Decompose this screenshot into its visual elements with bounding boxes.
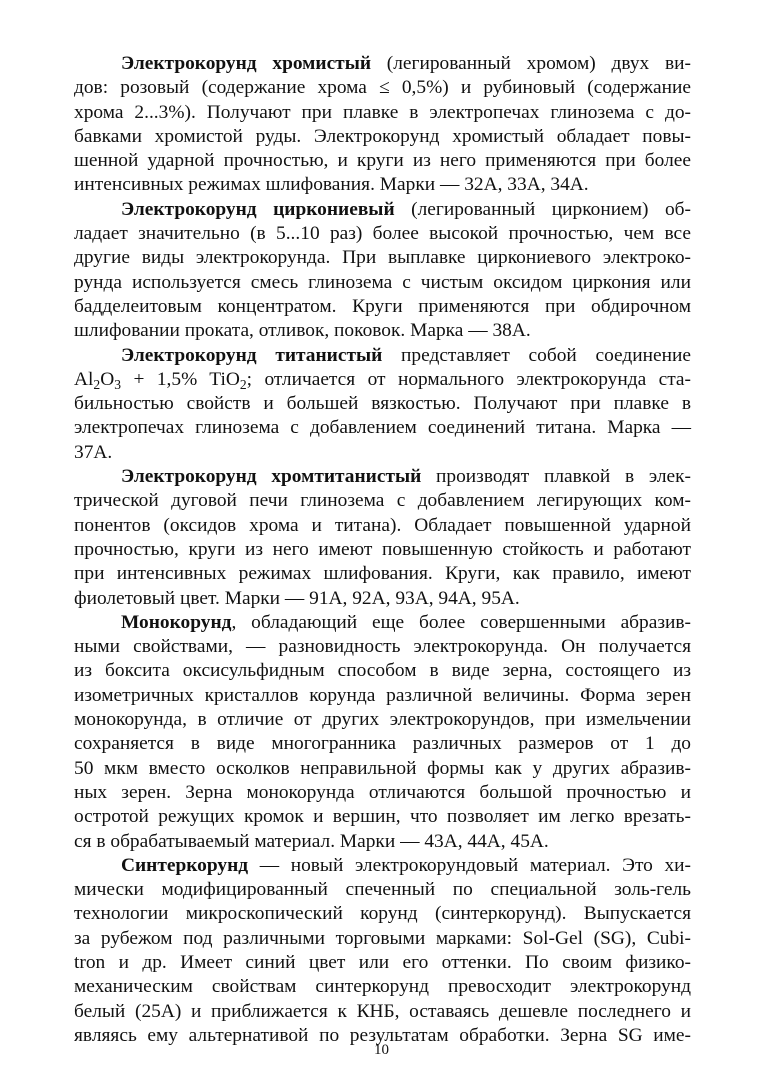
term-bold: Монокорунд <box>121 611 232 633</box>
term-bold: Электрокорунд хромтитанистый <box>121 466 422 488</box>
text-run: (легированный хромом) двух ви- <box>371 53 691 74</box>
text-run: O <box>100 368 115 390</box>
subscript: 2 <box>93 376 101 392</box>
page-number: 10 <box>374 1042 389 1058</box>
text-line <box>74 708 691 732</box>
text-run: , обладающий еще более совершенными абразив- <box>231 611 691 633</box>
text-run: интенсивных режимах шлифования. Марки — 32А, 33А, 34А. <box>74 174 589 196</box>
text-run: за рубежом под различными торговыми марками: Sol-Gel (SG), Cubi- <box>74 927 691 949</box>
text-run: 37А. <box>74 441 113 463</box>
text-line <box>74 489 691 513</box>
text-line <box>74 368 691 392</box>
text-run: из боксита оксисульфидным способом в виде зерна, состоящего из <box>74 660 691 682</box>
text-line <box>74 805 691 829</box>
text-run: трической дуговой печи глинозема с добавлением легирующих ком- <box>74 490 691 512</box>
text-run: ных зерен. Зерна монокорунда отличаются большой прочностью и <box>74 781 691 803</box>
text-line <box>74 684 691 708</box>
paragraph-first-line <box>74 198 691 222</box>
text-run: 50 мкм вместо осколков неправильной формы как у других абразив- <box>74 757 691 779</box>
text-run: бадделеитовым концентратом. Круги применяются при обдирочном <box>74 295 691 317</box>
text-line <box>74 392 691 416</box>
text-run: + 1,5% TiO <box>121 368 240 390</box>
text-line <box>74 635 691 659</box>
text-run: сохраняется в виде многогранника различных размеров от 1 до <box>74 733 691 755</box>
text-run: — новый электрокорундовый материал. Это хи- <box>248 854 691 876</box>
text-line <box>74 246 691 270</box>
text-line <box>74 927 691 951</box>
text-line <box>74 101 691 125</box>
text-run: белый (25А) и приближается к КНБ, оставаясь дешевле последнего и <box>74 1000 691 1022</box>
text-run: изометричных кристаллов корунда различной величины. Форма зерен <box>74 684 691 706</box>
text-run: шлифовании проката, отливок, поковок. Марка — 38А. <box>74 320 531 342</box>
text-line <box>74 659 691 683</box>
text-run: хрома 2...3%). Получают при плавке в электропечах глинозема с до- <box>74 101 691 123</box>
text-line <box>74 76 691 100</box>
text-line <box>74 587 691 611</box>
text-line <box>74 441 691 465</box>
text-run: дов: розовый (содержание хрома ≤ 0,5%) и рубиновый (содержание <box>74 77 691 99</box>
text-line <box>74 878 691 902</box>
text-line <box>74 319 691 343</box>
page-body <box>74 52 691 1048</box>
text-run: монокорунда, в отличие от других электрокорундов, при измельчении <box>74 709 691 731</box>
text-run: ся в обрабатываемый материал. Марки — 43А, 44А, 45А. <box>74 830 549 852</box>
text-line <box>74 173 691 197</box>
text-line <box>74 271 691 295</box>
text-run: (легированный цирконием) об- <box>394 198 692 220</box>
term-bold: Электрокорунд титанистый <box>121 344 383 366</box>
subscript: 3 <box>114 376 122 392</box>
text-line <box>74 781 691 805</box>
text-run: ными свойствами, — разновидность электрокорунда. Он получается <box>74 636 691 658</box>
text-run: при интенсивных режимах шлифования. Круги, как правило, имеют <box>74 563 691 585</box>
text-line <box>74 951 691 975</box>
text-run: электропечах глинозема с добавлением соединений титана. Марка — <box>74 417 691 439</box>
text-run: Al <box>74 368 94 390</box>
text-run: понентов (оксидов хрома и титана). Обладает повышенной ударной <box>74 514 691 536</box>
subscript: 2 <box>239 376 247 392</box>
text-line <box>74 295 691 319</box>
paragraph-first-line <box>74 854 691 878</box>
text-line <box>74 1000 691 1024</box>
text-run: рунда используется смесь глинозема с чистым оксидом циркония или <box>74 271 691 293</box>
text-line <box>74 149 691 173</box>
text-run: ; отличается от нормального электрокорунда ста- <box>246 368 691 390</box>
text-run: производят плавкой в элек- <box>421 466 691 488</box>
text-line <box>74 538 691 562</box>
paragraph-first-line <box>74 344 691 368</box>
paragraph-first-line <box>74 611 691 635</box>
text-run: шенной ударной прочностью, и круги из него применяются при более <box>74 150 691 172</box>
text-line <box>74 125 691 149</box>
text-line <box>74 757 691 781</box>
text-run: представляет собой соединение <box>382 344 691 366</box>
text-run: tron и др. Имеет синий цвет или его оттенки. По своим физико- <box>74 951 691 973</box>
text-line <box>74 975 691 999</box>
text-line <box>74 830 691 854</box>
text-line <box>74 902 691 926</box>
term-bold: Электрокорунд циркониевый <box>121 198 395 220</box>
term-bold: Синтеркорунд <box>121 854 249 876</box>
text-line <box>74 416 691 440</box>
text-run: ладает значительно (в 5...10 раз) более высокой прочностью, чем все <box>74 223 691 245</box>
text-run: бильностью свойств и большей вязкостью. Получают при плавке в <box>74 393 691 415</box>
text-run: механическим свойствам синтеркорунд превосходит электрокорунд <box>74 976 691 998</box>
text-run: являясь ему альтернативой по результатам обработки. Зерна SG име- <box>74 1024 691 1046</box>
text-run: мически модифицированный спеченный по специальной золь-гель <box>74 879 691 901</box>
paragraph-first-line <box>74 52 691 76</box>
paragraph <box>74 465 691 611</box>
term-bold: Электрокорунд хромистый <box>121 53 372 74</box>
paragraph <box>74 198 691 344</box>
paragraph <box>74 854 691 1048</box>
text-run: другие виды электрокорунда. При выплавке циркониевого электроко- <box>74 247 691 269</box>
paragraph <box>74 344 691 465</box>
text-line <box>74 514 691 538</box>
text-line <box>74 222 691 246</box>
text-line <box>74 732 691 756</box>
text-run: фиолетовый цвет. Марки — 91А, 92А, 93А, 94А, 95А. <box>74 587 520 609</box>
text-run: технологии микроскопический корунд (синтеркорунд). Выпускается <box>74 903 691 925</box>
paragraph <box>74 52 691 198</box>
text-line <box>74 562 691 586</box>
text-run: прочностью, круги из него имеют повышенную стойкость и работают <box>74 538 691 560</box>
text-run: остротой режущих кромок и вершин, что позволяет им легко врезать- <box>74 806 691 828</box>
paragraph-first-line <box>74 465 691 489</box>
text-run: бавками хромистой руды. Электрокорунд хромистый обладает повы- <box>74 125 691 147</box>
paragraph <box>74 611 691 854</box>
